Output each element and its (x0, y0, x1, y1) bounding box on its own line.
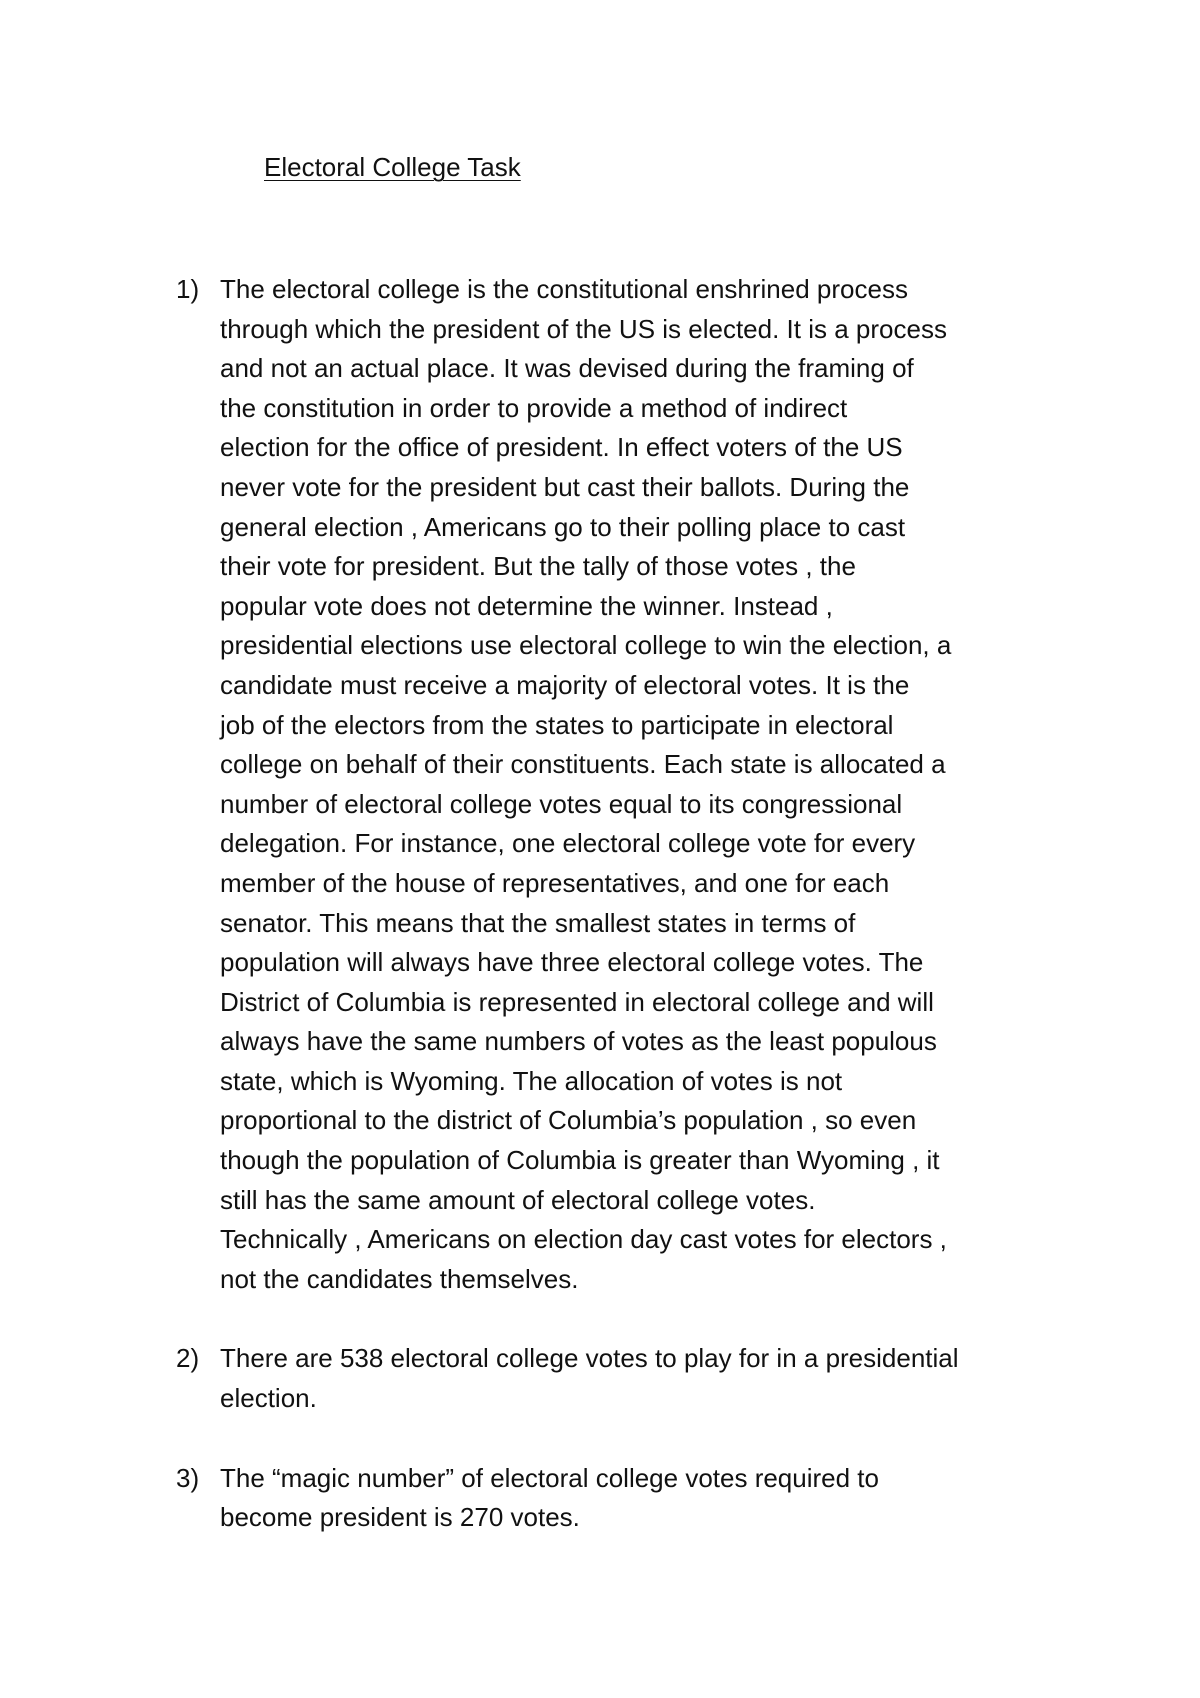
text-line: state, which is Wyoming. The allocation of votes is not (220, 1065, 843, 1096)
text-line: number of electoral college votes equal to its congressional (220, 788, 903, 819)
text-line: through which the president of the US is elected. It is a process (220, 313, 947, 344)
text-line: always have the same numbers of votes as the least populous (220, 1026, 937, 1057)
text-line: District of Columbia is represented in electoral college and will (220, 986, 934, 1017)
text-line: population will always have three electoral college votes. The (220, 947, 924, 978)
numbered-list (176, 270, 1076, 1578)
list-item-number: 3) (176, 1462, 200, 1493)
text-line: their vote for president. But the tally of those votes , the (220, 551, 856, 582)
list-item (176, 1459, 1076, 1538)
text-line: election. (220, 1383, 317, 1414)
text-line: presidential elections use electoral college to win the election, a (220, 630, 952, 661)
document-title: Electoral College Task (264, 152, 521, 182)
text-line: member of the house of representatives, and one for each (220, 867, 890, 898)
text-line: election for the office of president. In effect voters of the US (220, 432, 903, 463)
list-item-text (220, 1459, 1070, 1538)
text-line: popular vote does not determine the winner. Instead , (220, 590, 833, 621)
text-line: not the candidates themselves. (220, 1263, 579, 1294)
list-item (176, 270, 1076, 1299)
list-item (176, 1339, 1076, 1418)
text-line: The “magic number” of electoral college votes required to (220, 1462, 879, 1493)
text-line: and not an actual place. It was devised during the framing of (220, 353, 914, 384)
list-item-text (220, 1339, 1070, 1418)
text-line: There are 538 electoral college votes to play for in a presidential (220, 1343, 959, 1374)
text-line: senator. This means that the smallest states in terms of (220, 907, 856, 938)
text-line: though the population of Columbia is greater than Wyoming , it (220, 1145, 940, 1176)
text-line: candidate must receive a majority of electoral votes. It is the (220, 669, 910, 700)
text-line: Technically , Americans on election day cast votes for electors , (220, 1224, 947, 1255)
text-line: the constitution in order to provide a method of indirect (220, 392, 848, 423)
list-item-text (220, 270, 1070, 1299)
text-line: never vote for the president but cast their ballots. During the (220, 471, 910, 502)
text-line: job of the electors from the states to participate in electoral (220, 709, 894, 740)
text-line: general election , Americans go to their polling place to cast (220, 511, 906, 542)
list-item-number: 2) (176, 1343, 200, 1374)
text-line: The electoral college is the constitutional enshrined process (220, 274, 908, 304)
text-line: still has the same amount of electoral college votes. (220, 1184, 816, 1215)
text-line: college on behalf of their constituents. Each state is allocated a (220, 749, 946, 780)
list-item-number: 1) (176, 274, 200, 304)
text-line: delegation. For instance, one electoral college vote for every (220, 828, 916, 859)
text-line: become president is 270 votes. (220, 1502, 580, 1533)
text-line: proportional to the district of Columbia’s population , so even (220, 1105, 917, 1136)
